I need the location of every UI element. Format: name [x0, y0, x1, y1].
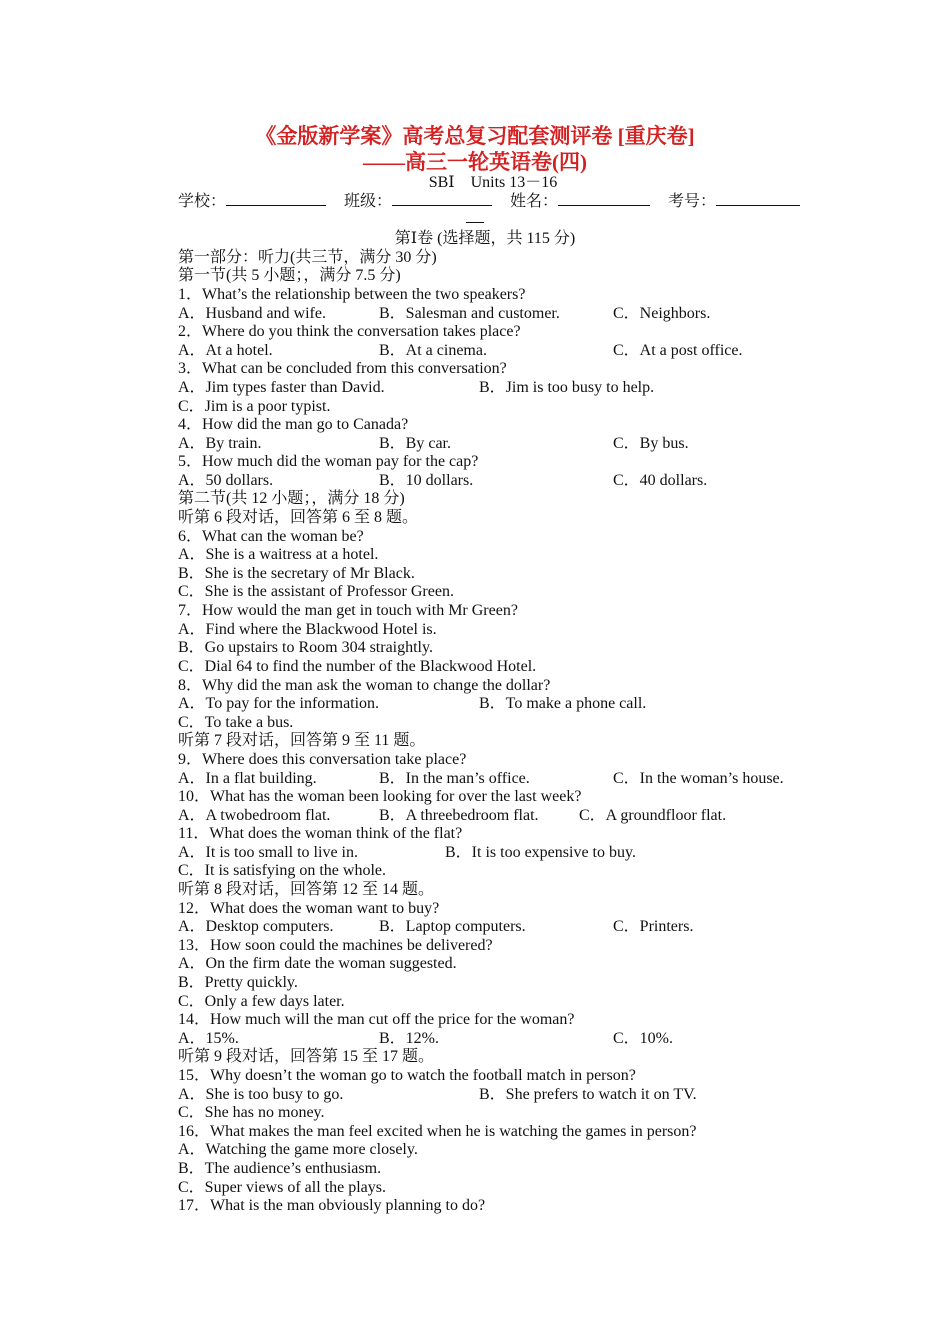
- question-text: 2．Where do you think the conversation takes place?: [178, 323, 521, 340]
- option-a: A．On the firm date the woman suggested.: [178, 955, 457, 972]
- option-b: B．Salesman and customer.: [379, 305, 560, 322]
- option-a: A．She is too busy to go.: [178, 1086, 344, 1103]
- option-b: B．In the man’s office.: [379, 770, 530, 787]
- option-c: C．Only a few days later.: [178, 993, 345, 1010]
- option-b: B．10 dollars.: [379, 472, 474, 489]
- dialogue-heading: 听第 9 段对话，回答第 15 至 17 题。: [178, 1048, 435, 1065]
- class-field[interactable]: [392, 191, 492, 206]
- units-label: SBⅠ Units 13－16: [428, 174, 558, 191]
- option-c: C．Printers.: [613, 918, 694, 935]
- option-b: B．A threebedroom flat.: [379, 807, 539, 824]
- question-text: 10．What has the woman been looking for over the last week?: [178, 788, 582, 805]
- option-b: B．12%.: [379, 1030, 440, 1047]
- question-text: 14．How much will the man cut off the price for the woman?: [178, 1011, 575, 1028]
- option-b: B．To make a phone call.: [479, 695, 647, 712]
- option-c: C．It is satisfying on the whole.: [178, 862, 386, 879]
- option-b: B．She prefers to watch it on TV.: [479, 1086, 697, 1103]
- option-b: B．Go upstairs to Room 304 straightly.: [178, 639, 433, 656]
- question-text: 6．What can the woman be?: [178, 528, 364, 545]
- exam-subtitle: ——高三一轮英语卷(四): [363, 150, 587, 174]
- question-text: 4．How did the man go to Canada?: [178, 416, 409, 433]
- option-c: C．A groundfloor flat.: [579, 807, 727, 824]
- student-info-row: [178, 191, 818, 212]
- question-text: 13．How soon could the machines be delivered?: [178, 937, 493, 954]
- dialogue-heading: 听第 7 段对话，回答第 9 至 11 题。: [178, 732, 426, 749]
- number-label: 考号：: [668, 193, 717, 210]
- option-c: C．In the woman’s house.: [613, 770, 784, 787]
- option-c: C．At a post office.: [613, 342, 743, 359]
- school-label: 学校：: [178, 193, 227, 210]
- name-label: 姓名：: [510, 193, 559, 210]
- option-a: A．A twobedroom flat.: [178, 807, 331, 824]
- section-heading: 第一节(共 5 小题；，满分 7.5 分): [178, 267, 401, 284]
- question-text: 11．What does the woman think of the flat?: [178, 825, 463, 842]
- option-b: B．At a cinema.: [379, 342, 487, 359]
- option-a: A．Desktop computers.: [178, 918, 334, 935]
- option-a: A．Jim types faster than David.: [178, 379, 385, 396]
- option-b: B．By car.: [379, 435, 451, 452]
- option-a: A．Watching the game more closely.: [178, 1141, 418, 1158]
- divider: [466, 212, 484, 223]
- question-text: 7．How would the man get in touch with Mr Green?: [178, 602, 518, 619]
- option-a: A．15%.: [178, 1030, 239, 1047]
- option-c: C．She has no money.: [178, 1104, 325, 1121]
- option-b: B．Pretty quickly.: [178, 974, 298, 991]
- question-text: 15．Why doesn’t the woman go to watch the football match in person?: [178, 1067, 636, 1084]
- question-text: 17．What is the man obviously planning to do?: [178, 1197, 486, 1214]
- number-field[interactable]: [716, 191, 800, 206]
- option-b: B．The audience’s enthusiasm.: [178, 1160, 382, 1177]
- option-b: B．It is too expensive to buy.: [445, 844, 636, 861]
- question-text: 8．Why did the man ask the woman to change the dollar?: [178, 677, 551, 694]
- section-heading: 第二节(共 12 小题；，满分 18 分): [178, 490, 405, 507]
- option-b: B．She is the secretary of Mr Black.: [178, 565, 415, 582]
- option-a: A．50 dollars.: [178, 472, 274, 489]
- question-text: 1．What’s the relationship between the two speakers?: [178, 286, 526, 303]
- option-a: A．To pay for the information.: [178, 695, 380, 712]
- class-label: 班级：: [344, 193, 393, 210]
- option-b: B．Jim is too busy to help.: [479, 379, 655, 396]
- option-c: C．To take a bus.: [178, 714, 294, 731]
- option-c: C．Dial 64 to find the number of the Blackwood Hotel.: [178, 658, 537, 675]
- option-c: C．40 dollars.: [613, 472, 708, 489]
- question-text: 12．What does the woman want to buy?: [178, 900, 440, 917]
- question-text: 3．What can be concluded from this conversation?: [178, 360, 507, 377]
- question-text: 9．Where does this conversation take place?: [178, 751, 467, 768]
- part-heading: 第一部分：听力(共三节，满分 30 分): [178, 249, 437, 266]
- option-c: C．She is the assistant of Professor Green.: [178, 583, 454, 600]
- option-c: C．Jim is a poor typist.: [178, 398, 331, 415]
- option-a: A．She is a waitress at a hotel.: [178, 546, 379, 563]
- dialogue-heading: 听第 8 段对话，回答第 12 至 14 题。: [178, 881, 435, 898]
- option-a: A．Husband and wife.: [178, 305, 326, 322]
- option-a: A．It is too small to live in.: [178, 844, 358, 861]
- dialogue-heading: 听第 6 段对话，回答第 6 至 8 题。: [178, 509, 419, 526]
- exam-title: 《金版新学案》高考总复习配套测评卷 [重庆卷]: [255, 124, 695, 148]
- name-field[interactable]: [558, 191, 650, 206]
- option-a: A．Find where the Blackwood Hotel is.: [178, 621, 437, 638]
- section-header: 第Ⅰ卷 (选择题，共 115 分): [394, 230, 576, 247]
- option-c: C．Super views of all the plays.: [178, 1179, 386, 1196]
- question-text: 16．What makes the man feel excited when he is watching the games in person?: [178, 1123, 697, 1140]
- option-c: C．By bus.: [613, 435, 689, 452]
- option-b: B．Laptop computers.: [379, 918, 526, 935]
- school-field[interactable]: [226, 191, 326, 206]
- option-a: A．At a hotel.: [178, 342, 273, 359]
- option-a: A．In a flat building.: [178, 770, 317, 787]
- question-text: 5．How much did the woman pay for the cap?: [178, 453, 479, 470]
- option-c: C．10%.: [613, 1030, 674, 1047]
- option-c: C．Neighbors.: [613, 305, 711, 322]
- option-a: A．By train.: [178, 435, 262, 452]
